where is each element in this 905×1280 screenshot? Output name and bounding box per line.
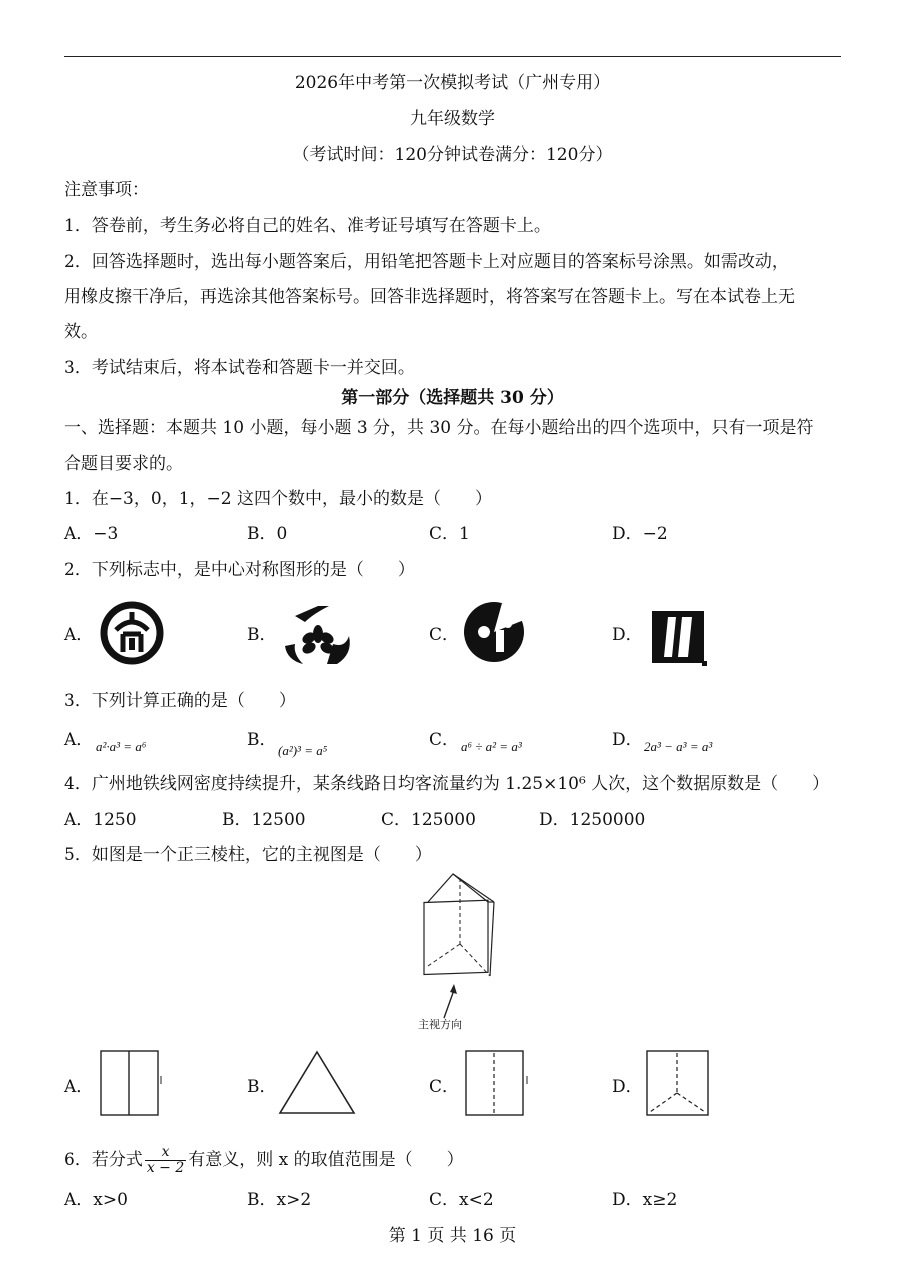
q2-label-a: A． — [64, 625, 94, 645]
note-item-1: 1．答卷前，考生务必将自己的姓名、准考证号填写在答题卡上。 — [64, 216, 551, 236]
note-item-2-cont: 用橡皮擦干净后，再选涂其他答案标号。回答非选择题时，将答案写在答题卡上。写在本试卷上无 — [64, 287, 795, 307]
q6-option-d: D．x≥2 — [612, 1190, 678, 1210]
emblem-d-icon — [650, 609, 710, 669]
note-item-3: 3．考试结束后，将本试卷和答题卡一并交回。 — [64, 358, 415, 378]
q4-option-c: C．125000 — [381, 810, 476, 830]
q6-option-c: C．x<2 — [429, 1190, 494, 1210]
q6-stem-post: 有意义，则 x 的取值范围是（ ） — [188, 1150, 464, 1170]
q5-label-a: A． — [64, 1077, 94, 1097]
q6-option-a: A．x>0 — [64, 1190, 128, 1210]
q3-expr-a: a²·a³ = a⁶ — [96, 739, 147, 754]
part1-intro-cont: 合题目要求的。 — [64, 454, 183, 474]
q3-expr-c: a⁶ ÷ a² = a³ — [461, 739, 522, 754]
subject-title: 九年级数学 — [410, 109, 495, 129]
q2-label-b: B． — [247, 625, 277, 645]
q4-option-b: B．12500 — [222, 810, 306, 830]
q4-option-d: D．1250000 — [539, 810, 646, 830]
emblem-c-icon — [462, 600, 526, 664]
exam-title: 2026年中考第一次模拟考试（广州专用） — [294, 73, 611, 93]
q2-label-c: C． — [429, 625, 460, 645]
q5-label-b: B． — [247, 1077, 277, 1097]
q1-option-a: A．−3 — [64, 524, 119, 544]
q1-option-c: C．1 — [429, 524, 470, 544]
q6-frac-num: x — [145, 1145, 186, 1161]
q6-option-b: B．x>2 — [247, 1190, 312, 1210]
q6-fraction — [145, 1145, 186, 1176]
q5-view-d — [646, 1050, 712, 1118]
q6-stem — [64, 1145, 464, 1176]
q5-view-a — [100, 1050, 164, 1118]
triangular-prism-figure — [410, 872, 510, 1022]
q3-label-a: A． — [64, 730, 94, 750]
q3-label-c: C． — [429, 730, 460, 750]
exam-info: （考试时间：120分钟试卷满分：120分） — [292, 145, 613, 165]
q3-label-b: B． — [247, 730, 277, 750]
q6-stem-pre: 6．若分式 — [64, 1150, 143, 1170]
q3-label-d: D． — [612, 730, 643, 750]
notes-heading: 注意事项： — [64, 180, 149, 200]
q5-view-c — [465, 1050, 531, 1118]
emblem-a-icon — [99, 600, 165, 666]
header-rule — [64, 56, 841, 57]
q5-stem: 5．如图是一个正三棱柱，它的主视图是（ ） — [64, 845, 432, 865]
q4-stem: 4．广州地铁线网密度持续提升，某条线路日均客流量约为 1.25×10⁶ 人次，这个数据原数是（ ） — [64, 774, 830, 794]
part1-heading: 第一部分（选择题共 30 分） — [341, 388, 564, 408]
note-item-2: 2．回答选择题时，选出每小题答案后，用铅笔把答题卡上对应题目的答案标号涂黑。如需改动， — [64, 252, 789, 272]
q5-view-b — [278, 1050, 358, 1116]
q3-expr-d: 2a³ − a³ = a³ — [644, 739, 713, 754]
q1-option-d: D．−2 — [612, 524, 668, 544]
part1-intro: 一、选择题：本题共 10 小题，每小题 3 分，共 30 分。在每小题给出的四个选项中，只有一项是符 — [64, 418, 814, 438]
q1-option-b: B．0 — [247, 524, 288, 544]
q3-expr-b: (a²)³ = a⁵ — [278, 743, 328, 758]
q5-label-c: C． — [429, 1077, 460, 1097]
note-item-2-end: 效。 — [64, 322, 98, 342]
leaf-emblem-b-icon — [283, 604, 353, 666]
page-footer: 第 1 页 共 16 页 — [388, 1226, 517, 1246]
q3-stem: 3．下列计算正确的是（ ） — [64, 691, 296, 711]
q5-figure-caption: 主视方向 — [418, 1018, 462, 1031]
q5-label-d: D． — [612, 1077, 643, 1097]
q1-stem: 1．在−3，0，1，−2 这四个数中，最小的数是（ ） — [64, 489, 492, 509]
q4-option-a: A．1250 — [64, 810, 137, 830]
q2-label-d: D． — [612, 625, 643, 645]
q2-stem: 2．下列标志中，是中心对称图形的是（ ） — [64, 560, 415, 580]
q6-frac-den: x − 2 — [146, 1160, 185, 1176]
